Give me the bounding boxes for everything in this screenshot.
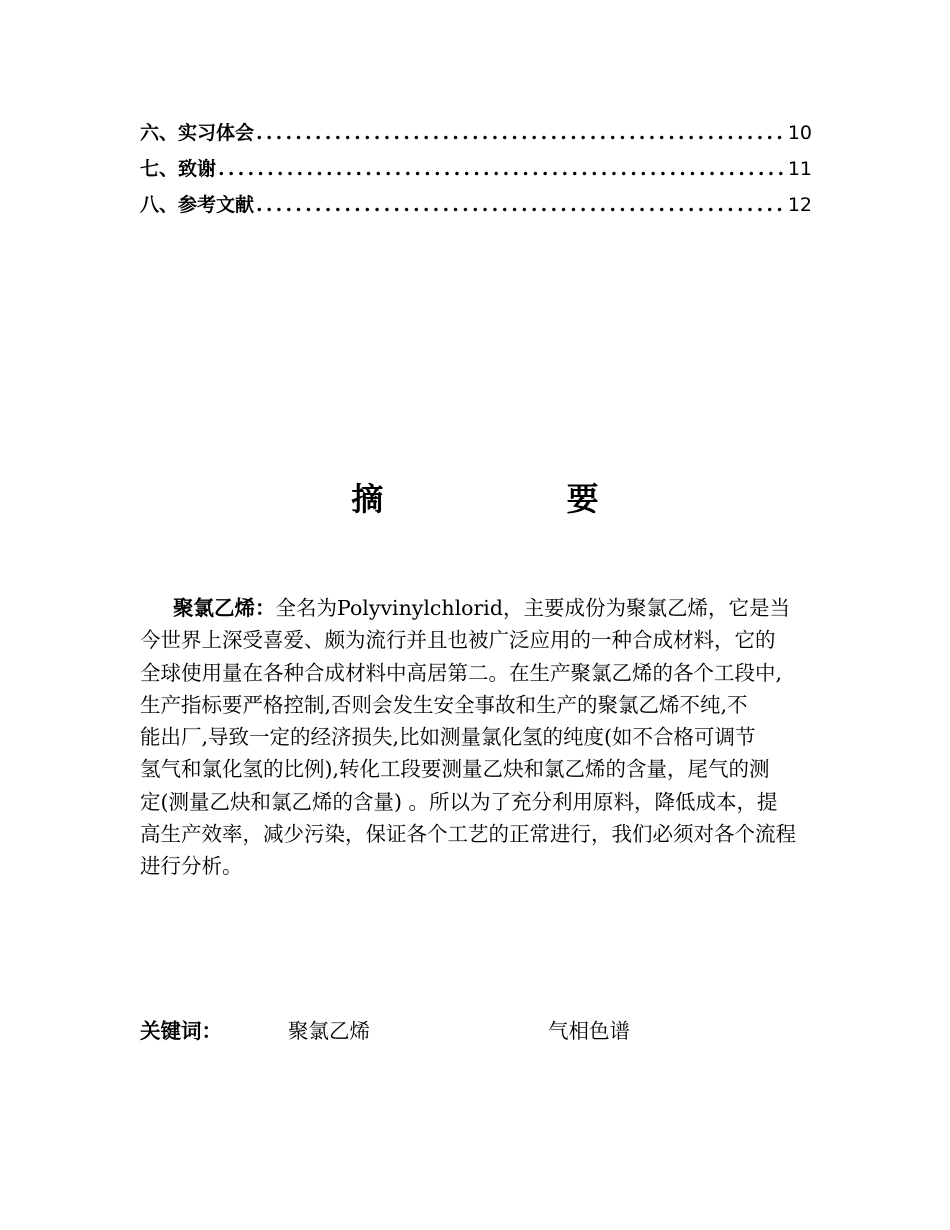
abstract-lead-term: 聚氯乙烯： [173, 596, 276, 620]
toc-entry-title: 六、实习体会 [140, 122, 255, 144]
toc-entry [140, 191, 812, 227]
toc-entry-title: 八、参考文献 [140, 194, 255, 216]
toc-entry-page: 11 [787, 158, 812, 180]
abstract-paragraph [140, 592, 820, 883]
table-of-contents [140, 119, 812, 227]
abstract-line: 定(测量乙炔和氯乙烯的含量) 。所以为了充分利用原料，降低成本，提 [140, 789, 778, 814]
keyword-item: 聚氯乙烯 [288, 1019, 370, 1043]
toc-entry [140, 119, 812, 155]
abstract-line: 进行分析。 [140, 854, 243, 879]
abstract-line: 生产指标要严格控制,否则会发生安全事故和生产的聚氯乙烯不纯,不 [140, 692, 748, 717]
abstract-heading: 摘 要 [351, 480, 685, 518]
toc-entry [140, 155, 812, 191]
toc-leader-dots [218, 155, 786, 183]
keyword-item: 气相色谱 [548, 1019, 630, 1043]
toc-entry-title: 七、致谢 [140, 158, 217, 180]
abstract-line: 全球使用量在各种合成材料中高居第二。在生产聚氯乙烯的各个工段中, [140, 660, 783, 685]
toc-entry-page: 12 [787, 194, 812, 216]
abstract-line: 氢气和氯化氢的比例),转化工段要测量乙炔和氯乙烯的含量，尾气的测 [140, 757, 770, 782]
toc-leader-dots [256, 119, 786, 147]
abstract-line: 今世界上深受喜爱、颇为流行并且也被广泛应用的一种合成材料，它的 [140, 628, 776, 653]
keywords-label: 关键词： [140, 1019, 222, 1043]
abstract-line [140, 592, 820, 624]
toc-leader-dots [256, 191, 786, 219]
toc-entry-page: 10 [787, 122, 812, 144]
abstract-body [140, 592, 820, 883]
abstract-line: 能出厂,导致一定的经济损失,比如测量氯化氢的纯度(如不合格可调节 [140, 725, 756, 750]
abstract-line-text: 全名为Polyvinylchlorid，主要成份为聚氯乙烯，它是当 [275, 596, 790, 620]
abstract-line: 高生产效率，减少污染，保证各个工艺的正常进行，我们必须对各个流程 [140, 822, 796, 847]
